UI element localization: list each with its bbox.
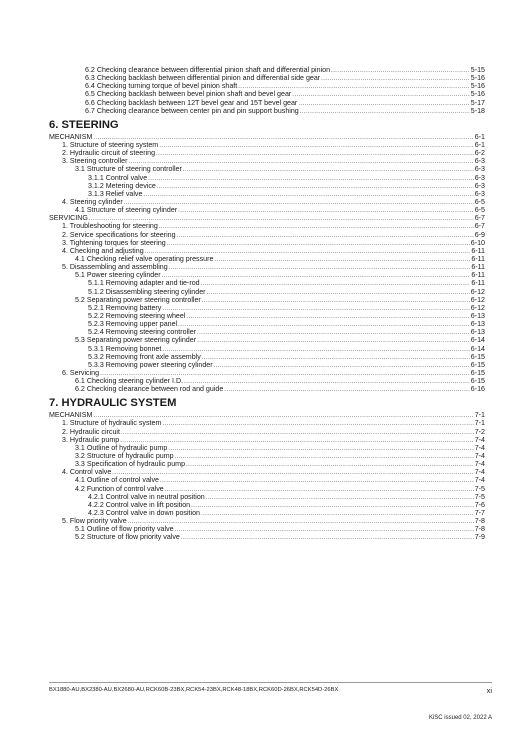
toc-entry-label: 3.3 Specification of hydraulic pump <box>75 460 186 469</box>
toc-entry-page: 6-9 <box>474 230 485 239</box>
toc-entry-page: 6-1 <box>474 132 485 141</box>
dot-leader <box>165 486 474 494</box>
toc-entry-label: 3.1 Outline of hydraulic pump <box>75 443 168 452</box>
toc-entry-page: 6-5 <box>474 197 485 206</box>
toc-entry[interactable] <box>49 141 485 149</box>
toc-entry-label: 6.6 Checking backlash between 12T bevel gear and 15T bevel gear <box>85 98 298 107</box>
toc-entry[interactable] <box>49 428 485 436</box>
toc-entry[interactable] <box>49 509 485 517</box>
dot-leader <box>156 150 474 158</box>
toc-entry-page: 6-3 <box>474 181 485 190</box>
toc-entry-label: 6.3 Checking backlash between differential pinion and differential side gear <box>85 74 321 83</box>
toc-entry-label: 1. Structure of hydraulic system <box>62 419 162 428</box>
toc-entry-label: 5.3.1 Removing bonnet <box>88 344 162 353</box>
toc-entry-label: 4.1 Checking relief valve operating pressure <box>75 254 214 263</box>
dot-leader <box>214 256 470 264</box>
dot-leader <box>224 386 470 394</box>
toc-entry-label: 4.1 Structure of steering cylinder <box>75 206 178 215</box>
toc-entry-page: 6-7 <box>474 214 485 223</box>
toc-entry-label: SERVICING <box>49 214 88 223</box>
toc-entry-label: 2. Hydraulic circuit <box>62 427 120 436</box>
toc-entry[interactable] <box>49 460 485 468</box>
toc-entry-page: 5-16 <box>470 82 485 91</box>
toc-entry-label: 3. Tightening torques for steering <box>62 238 166 247</box>
toc-entry-page: 7-9 <box>474 533 485 542</box>
toc-entry-page: 6-3 <box>474 157 485 166</box>
toc-entry-label: 2. Hydraulic circuit of steering <box>62 149 156 158</box>
dot-leader <box>162 346 469 354</box>
toc-entry[interactable] <box>49 452 485 460</box>
toc-entry-label: 4.2.1 Control valve in neutral position <box>88 492 205 501</box>
toc-entry-label: 5. Flow priority valve <box>62 517 127 526</box>
dot-leader <box>202 354 470 362</box>
toc-entry[interactable] <box>49 165 485 173</box>
toc-entry-page: 6-12 <box>470 287 485 296</box>
toc-entry[interactable] <box>49 361 485 369</box>
toc-entry-page: 6-11 <box>471 254 485 263</box>
toc-entry-label: 1. Troubleshooting for steering <box>62 222 158 231</box>
toc-entry-label: 3.1.2 Metering device <box>88 181 156 190</box>
footer-divider <box>49 682 492 683</box>
toc-entry[interactable] <box>49 149 485 157</box>
dot-leader <box>169 264 471 272</box>
dot-leader <box>178 207 474 215</box>
toc-entry[interactable] <box>49 353 485 361</box>
toc-entry-label: MECHANISM <box>49 132 93 141</box>
toc-entry-label: 5.3.3 Removing power steering cylinder <box>88 360 213 369</box>
dot-leader <box>167 240 470 248</box>
toc-entry-page: 6-11 <box>471 279 485 288</box>
toc-entry-page: 6-15 <box>470 368 485 377</box>
toc-entry-page: 6-12 <box>470 303 485 312</box>
toc-entry-page: 6-7 <box>474 222 485 231</box>
toc-entry[interactable] <box>49 255 485 263</box>
toc-entry-page: 6-5 <box>474 206 485 215</box>
dot-leader <box>143 191 473 199</box>
dot-leader <box>159 142 474 150</box>
dot-leader <box>214 362 470 370</box>
dot-leader <box>162 272 471 280</box>
dot-leader <box>181 534 474 542</box>
dot-leader <box>183 166 474 174</box>
dot-leader <box>157 183 474 191</box>
toc-entry[interactable] <box>49 296 485 304</box>
toc-entry-label: 5.1.2 Disassembling steering cylinder <box>88 287 206 296</box>
toc-entry-page: 6-3 <box>474 173 485 182</box>
toc-entry-page: 7-8 <box>474 517 485 526</box>
toc-entry-page: 6-1 <box>474 140 485 149</box>
toc-entry-page: 6-10 <box>470 238 485 247</box>
toc-entry-label: 3.1.3 Relief valve <box>88 189 143 198</box>
toc-entry-page: 6-13 <box>470 311 485 320</box>
toc-entry-page: 7-4 <box>474 460 485 469</box>
toc-entry-label: 5.2.1 Removing battery <box>88 303 162 312</box>
toc-entry[interactable] <box>49 74 485 82</box>
dot-leader <box>112 469 473 477</box>
dot-leader <box>148 175 474 183</box>
toc-entry-label: 3. Steering controller <box>62 157 128 166</box>
toc-entry[interactable] <box>49 320 485 328</box>
toc-entry-label: 2. Service specifications for steering <box>62 230 176 239</box>
toc-entry-page: 6-14 <box>470 344 485 353</box>
continued-entries <box>49 66 485 115</box>
toc-entry[interactable] <box>49 517 485 525</box>
toc-entry-label: 5.3.2 Removing front axle assembly <box>88 352 201 361</box>
toc-entry[interactable] <box>49 385 485 393</box>
dot-leader <box>202 297 470 305</box>
dot-leader <box>178 321 470 329</box>
toc-entry-label: 3.1 Structure of steering controller <box>75 165 182 174</box>
toc-entry[interactable] <box>49 239 485 247</box>
dot-leader <box>201 510 474 518</box>
toc-sections <box>49 115 485 542</box>
toc-entry-page: 7-4 <box>474 468 485 477</box>
toc-entry-label: 4. Checking and adjusting <box>62 246 144 255</box>
dot-leader <box>128 518 474 526</box>
toc-entry[interactable] <box>49 99 485 107</box>
dot-leader <box>175 453 474 461</box>
toc-entry[interactable] <box>49 336 485 344</box>
toc-entry[interactable] <box>49 206 485 214</box>
dot-leader <box>206 494 474 502</box>
toc-entry-label: 4. Steering cylinder <box>62 197 123 206</box>
toc-entry[interactable] <box>49 231 485 239</box>
toc-entry-label: 1. Structure of steering system <box>62 140 159 149</box>
dot-leader <box>175 526 474 534</box>
toc-entry-page: 7-4 <box>474 452 485 461</box>
toc-entry-page: 7-1 <box>474 419 485 428</box>
toc-entry-page: 6-3 <box>474 189 485 198</box>
toc-entry-label: 3. Hydraulic pump <box>62 435 120 444</box>
dot-leader <box>191 502 474 510</box>
toc-entry-page: 5-16 <box>470 90 485 99</box>
dot-leader <box>331 67 470 75</box>
toc-entry[interactable] <box>49 328 485 336</box>
toc-entry-label: 4.2.2 Control valve in lift position <box>88 500 191 509</box>
toc-entry[interactable] <box>49 190 485 198</box>
toc-entry[interactable] <box>49 288 485 296</box>
toc-entry[interactable] <box>49 90 485 98</box>
toc-entry-page: 7-4 <box>474 443 485 452</box>
toc-entry-page: 7-6 <box>474 500 485 509</box>
toc-entry[interactable] <box>49 485 485 493</box>
dot-leader <box>162 305 469 313</box>
toc-entry-page: 5-15 <box>470 66 485 74</box>
toc-entry-label: MECHANISM <box>49 411 93 420</box>
toc-entry-label: 4.1 Outline of control valve <box>75 476 159 485</box>
issue-stamp: KiSC issued 02, 2022 A <box>428 715 492 721</box>
dot-leader <box>201 280 471 288</box>
toc-entry-page: 7-4 <box>474 476 485 485</box>
footer-model-list: BX1880-AU,BX2380-AU,BX2680-AU,RCK60B-23BX,RCK54-23BX,RCK48-18BX,RCK60D-26BX,RCK54D-26BX <box>49 687 339 693</box>
toc-entry[interactable] <box>49 133 485 141</box>
dot-leader <box>292 91 470 99</box>
dot-leader <box>121 429 474 437</box>
toc-entry-page: 6-3 <box>474 165 485 174</box>
toc-entry[interactable] <box>49 533 485 541</box>
toc-entry-label: 5.3 Separating power steering cylinder <box>75 336 197 345</box>
section-heading[interactable]: 7. HYDRAULIC SYSTEM <box>49 397 177 410</box>
toc-entry[interactable] <box>49 345 485 353</box>
toc-entry-label: 4.2 Function of control valve <box>75 484 164 493</box>
dot-leader <box>197 329 470 337</box>
toc-entry-page: 7-2 <box>474 427 485 436</box>
toc-entry-label: 3.1.1 Control valve <box>88 173 148 182</box>
toc-entry-page: 7-7 <box>474 509 485 518</box>
dot-leader <box>120 437 474 445</box>
toc-entry[interactable] <box>49 182 485 190</box>
toc-entry-label: 6.2 Checking clearance between differential pinion shaft and differential pinion <box>85 66 331 74</box>
toc-entry-label: 5.2 Separating power steering controller <box>75 295 201 304</box>
dot-leader <box>162 420 473 428</box>
section-heading[interactable]: 6. STEERING <box>49 118 119 131</box>
toc-entry-label: 4. Control valve <box>62 468 112 477</box>
dot-leader <box>298 100 469 108</box>
toc-entry[interactable] <box>49 263 485 271</box>
toc-entry[interactable] <box>49 222 485 230</box>
toc-entry-label: 5.2 Structure of flow priority valve <box>75 533 180 542</box>
toc-entry-label: 5.2.4 Removing steering controller <box>88 328 197 337</box>
toc-entry[interactable] <box>49 444 485 452</box>
toc-entry[interactable] <box>49 247 485 255</box>
toc-entry-page: 7-4 <box>474 435 485 444</box>
toc-entry[interactable] <box>49 312 485 320</box>
toc-entry-page: 5-18 <box>470 106 485 115</box>
dot-leader <box>321 75 470 83</box>
table-of-contents <box>49 66 485 542</box>
toc-entry-page: 7-5 <box>474 492 485 501</box>
toc-entry-label: 6. Servicing <box>62 368 100 377</box>
toc-entry-page: 7-8 <box>474 525 485 534</box>
dot-leader <box>177 232 474 240</box>
toc-entry-page: 6-2 <box>474 149 485 158</box>
toc-entry[interactable] <box>49 436 485 444</box>
toc-entry[interactable] <box>49 279 485 287</box>
toc-entry-page: 6-15 <box>470 377 485 386</box>
dot-leader <box>184 378 470 386</box>
toc-entry-label: 6.2 Checking clearance between rod and guide <box>75 385 224 394</box>
toc-entry-label: 5. Disassembling and assembling <box>62 263 168 272</box>
toc-entry[interactable] <box>49 174 485 182</box>
toc-entry[interactable] <box>49 419 485 427</box>
dot-leader <box>300 108 470 116</box>
toc-entry[interactable] <box>49 468 485 476</box>
toc-entry-label: 5.2.3 Removing upper panel <box>88 320 178 329</box>
toc-entry[interactable] <box>49 198 485 206</box>
toc-entry-label: 5.1 Outline of flow priority valve <box>75 525 174 534</box>
toc-entry[interactable] <box>49 369 485 377</box>
toc-entry-page: 6-12 <box>470 295 485 304</box>
footer-page-number: xi <box>486 686 492 695</box>
toc-entry[interactable] <box>49 476 485 484</box>
toc-entry-page: 6-16 <box>470 385 485 394</box>
toc-entry[interactable] <box>49 377 485 385</box>
dot-leader <box>168 445 473 453</box>
toc-entry-page: 6-13 <box>470 328 485 337</box>
toc-entry-page: 5-16 <box>470 74 485 83</box>
toc-entry-label: 3.2 Structure of hydraulic pump <box>75 452 174 461</box>
toc-entry-label: 5.2.2 Removing steering wheel <box>88 311 186 320</box>
toc-entry-page: 7-1 <box>474 411 485 420</box>
toc-entry-page: 5-17 <box>470 98 485 107</box>
toc-entry-label: 4.2.3 Control valve in down position <box>88 509 200 518</box>
toc-entry-page: 6-15 <box>470 360 485 369</box>
toc-entry-label: 6.4 Checking turning torque of bevel pinion shaft <box>85 82 238 91</box>
dot-leader <box>159 223 474 231</box>
dot-leader <box>207 289 470 297</box>
toc-entry-label: 6.7 Checking clearance between center pin and pin support bushing <box>85 106 299 115</box>
toc-entry[interactable] <box>49 304 485 312</box>
toc-entry-page: 6-13 <box>470 320 485 329</box>
toc-entry-page: 6-11 <box>471 271 485 280</box>
toc-entry[interactable] <box>49 271 485 279</box>
toc-entry[interactable] <box>49 214 485 222</box>
toc-entry[interactable] <box>49 501 485 509</box>
toc-entry[interactable] <box>49 411 485 419</box>
toc-entry-page: 6-14 <box>470 336 485 345</box>
toc-entry-page: 7-5 <box>474 484 485 493</box>
toc-entry[interactable] <box>49 525 485 533</box>
dot-leader <box>186 313 469 321</box>
toc-entry-page: 6-11 <box>471 263 485 272</box>
dot-leader <box>197 337 470 345</box>
toc-entry-page: 6-11 <box>471 246 485 255</box>
toc-entry-label: 5.1.1 Removing adapter and tie-rod <box>88 279 200 288</box>
dot-leader <box>160 477 474 485</box>
toc-entry-label: 6.1 Checking steering cylinder I.D. <box>75 377 184 386</box>
toc-entry-label: 6.5 Checking backlash between bevel pinion shaft and bevel gear <box>85 90 292 99</box>
toc-entry[interactable] <box>49 82 485 90</box>
toc-entry[interactable] <box>49 107 485 115</box>
toc-entry[interactable] <box>49 493 485 501</box>
toc-entry[interactable] <box>49 157 485 165</box>
toc-entry-page: 6-15 <box>470 352 485 361</box>
toc-entry-label: 5.1 Power steering cylinder <box>75 271 161 280</box>
toc-entry[interactable] <box>49 66 485 74</box>
dot-leader <box>186 461 474 469</box>
